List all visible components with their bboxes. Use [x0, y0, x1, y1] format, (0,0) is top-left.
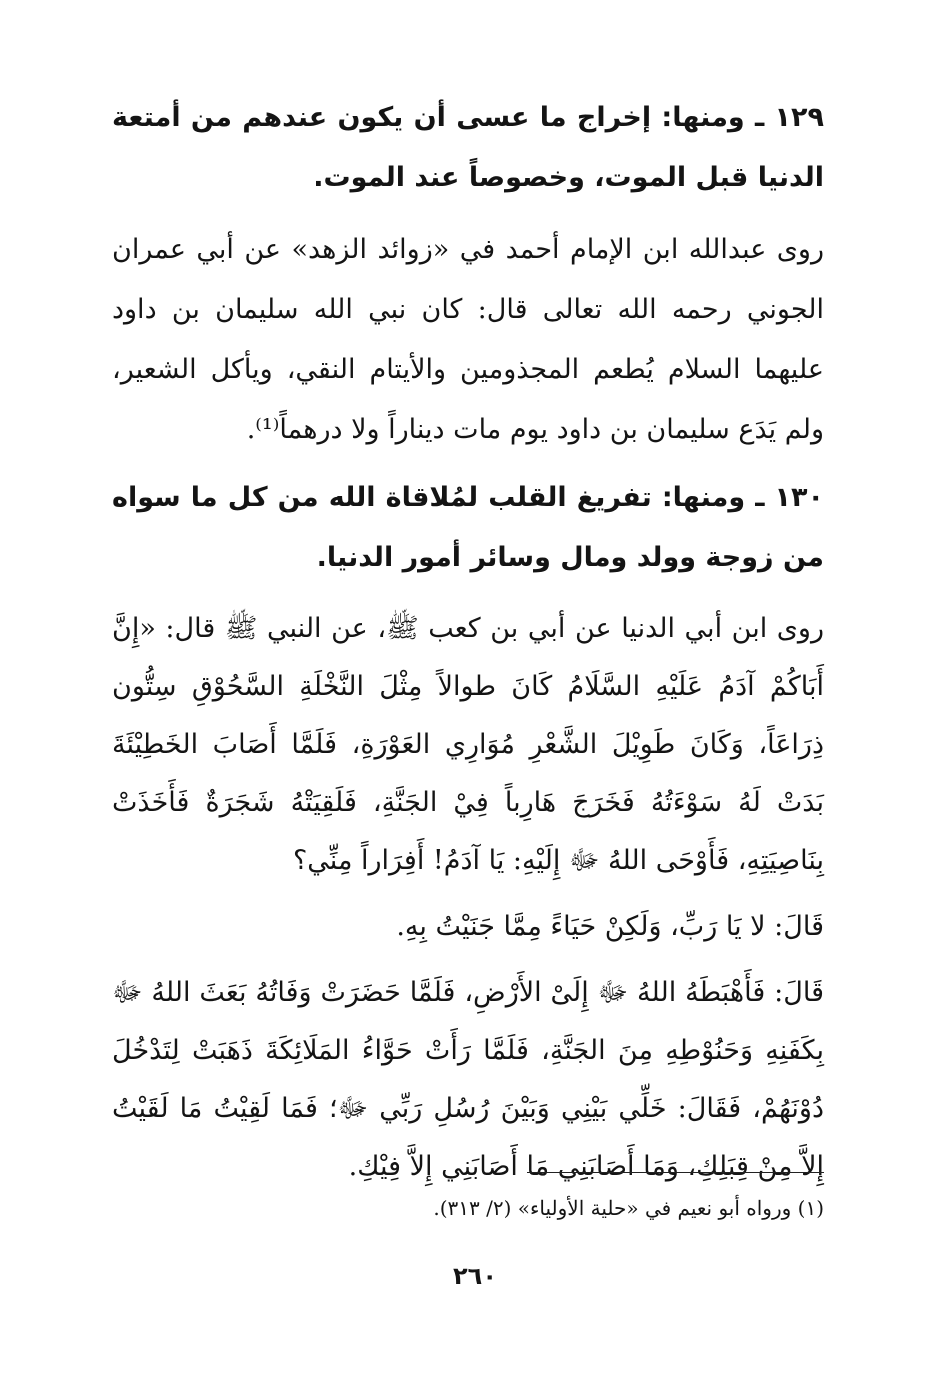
section-heading: ١٢٩ ـ ومنها: إخراج ما عسى أن يكون عندهم من أمتعة الدنيا قبل الموت، وخصوصاً عند الموت. — [112, 102, 824, 193]
footnote: (١) ورواه أبو نعيم في «حلية الأولياء» (٢/ ٣١٣). — [433, 1196, 824, 1220]
hadith-paragraph: قَالَ: لا يَا رَبِّ، وَلَكِنْ حَيَاءً مِمَّا جَنَيْتُ بِهِ. — [396, 911, 824, 942]
paragraph: روى عبدالله ابن الإمام أحمد في «زوائد الزهد» عن أبي عمران الجوني رحمه الله تعالى قال: كان نبي الله سليمان بن داود عليهما السلام يُطعم المجذومين والأيتام النقي، ويأكل الشعير، ولم يَدَع سليمان بن داود يوم مات ديناراً ولا درهماً⁽¹⁾. — [112, 234, 824, 445]
hadith-paragraph: قَالَ: فَأَهْبَطَهُ اللهُ ﷻ إِلَىْ الأَرْضِ، فَلَمَّا حَضَرَتْ وَفَاتُهُ بَعَثَ اللهُ ﷻ بِكَفَنِهِ وَحَنُوْطِهِ مِنَ الجَنَّةِ، فَلَمَّا رَأَتْ حَوَّاءُ المَلَائِكَةَ ذَهَبَتْ لِتَدْخُلَ دُوْنَهُمْ، فَقَالَ: خَلِّي بَيْنِي وَبَيْنَ رُسُلِ رَبِّي ﷻ؛ فَمَا لَقِيْتُ مَا لَقَيْتُ إِلاَّ مِنْ قِبَلِكِ، وَمَا أَصَابَنِي مَا أَصَابَنِي إِلاَّ فِيْكِ. — [112, 977, 824, 1182]
page-body — [112, 88, 824, 1204]
hadith-paragraph: روى ابن أبي الدنيا عن أبي بن كعب ﷺ، عن النبي ﷺ قال: «إِنَّ أَبَاكُمْ آدَمُ عَلَيْهِ السَّلَامُ كَانَ طوالاً مِثْلَ النَّخْلَةِ السَّحُوْقِ سِتُّون ذِرَاعَاً، وَكَانَ طَوِيْلَ الشَّعْرِ مُوَارِي العَوْرَةِ، فَلَمَّا أَصَابَ الخَطِيْئَةَ بَدَتْ لَهُ سَوْءَتُهُ فَخَرَجَ هَارِباً فِيْ الجَنَّةِ، فَلَقِيَتْهُ شَجَرَةٌ فَأَخَذَتْ بِنَاصِيَتِهِ، فَأَوْحَى اللهُ ﷻ إِلَيْهِ: يَا آدَمُ! أَفِرَاراً مِنِّي؟ — [112, 613, 824, 876]
footnote-divider — [527, 1172, 824, 1173]
section-heading: ١٣٠ ـ ومنها: تفريغ القلب لمُلاقاة الله من كل ما سواه من زوجة وولد ومال وسائر أمور الدنيا. — [112, 482, 824, 573]
page-number: ٢٦٠ — [453, 1262, 497, 1290]
section-129 — [112, 88, 824, 460]
section-130 — [112, 468, 824, 1196]
